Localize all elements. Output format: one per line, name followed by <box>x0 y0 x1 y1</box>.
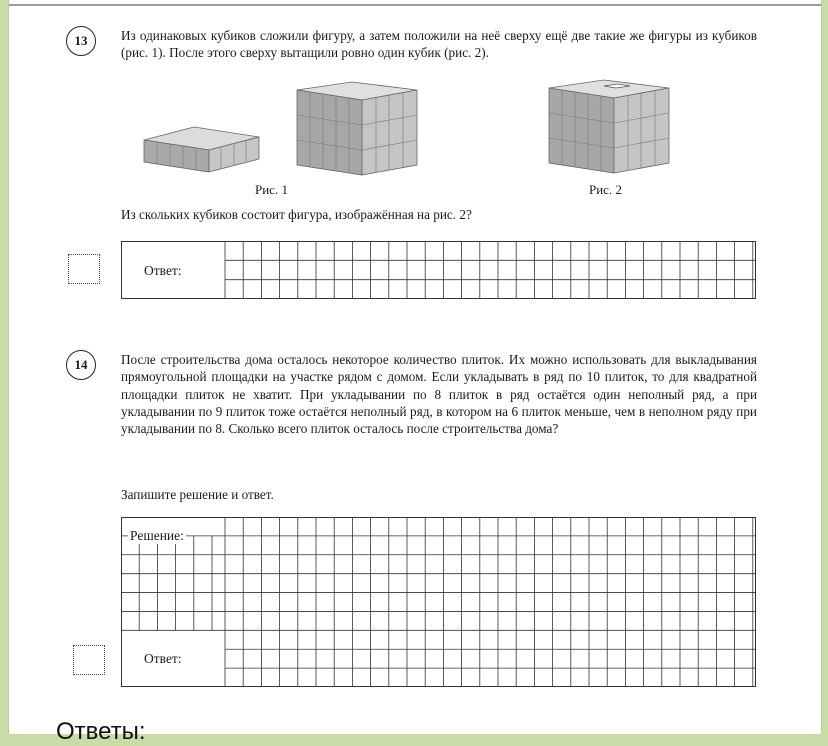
answer-grid-lines <box>121 241 756 299</box>
question-13-check-box <box>68 254 100 284</box>
question-14-text: После строительства дома осталось некоторое количество плиток. Их можно использовать для выкладывания прямоугольной площадки на участке рядом с домом. Если укладывать в ряд по 10 плиток, то для квадратной площадки плиток не хватит. При укладывании по 8 плиток в ряд остаётся один неполный ряд, а при укладывании по 9 плиток тоже остаётся неполный ряд, в котором на 6 плиток меньше, чем в неполном ряду при укладывании по 8. Сколько всего плиток осталось после строительства дома? <box>121 352 757 437</box>
solution-grid-lines <box>121 517 756 687</box>
worksheet-page <box>8 0 822 745</box>
question-14-number: 14 <box>66 350 96 380</box>
question-13-number: 13 <box>66 26 96 56</box>
figure-2-block <box>544 78 674 178</box>
top-rule <box>9 4 821 6</box>
question-13-answer-label: Ответ: <box>144 263 182 278</box>
question-14-answer-label: Ответ: <box>144 651 182 666</box>
question-13-text: Из одинаковых кубиков сложили фигуру, а затем положили на неё сверху ещё две такие же фигуры из кубиков (рис. 1). После этого сверху вытащили ровно один кубик (рис. 2). <box>121 28 757 61</box>
figure-1-slab <box>139 125 269 175</box>
figure-2-caption: Рис. 2 <box>589 182 622 197</box>
figure-1-block <box>292 80 422 180</box>
question-13-question: Из скольких кубиков состоит фигура, изображённая на рис. 2? <box>121 207 472 222</box>
figure-1-caption: Рис. 1 <box>255 182 288 197</box>
question-13-answer-grid[interactable] <box>121 241 756 299</box>
question-14-solution-grid[interactable] <box>121 517 756 687</box>
question-14-solution-label: Решение: <box>130 528 184 543</box>
question-14-instruction: Запишите решение и ответ. <box>121 487 274 502</box>
answers-heading: Ответы: <box>56 718 146 745</box>
question-14-check-box <box>73 645 105 675</box>
